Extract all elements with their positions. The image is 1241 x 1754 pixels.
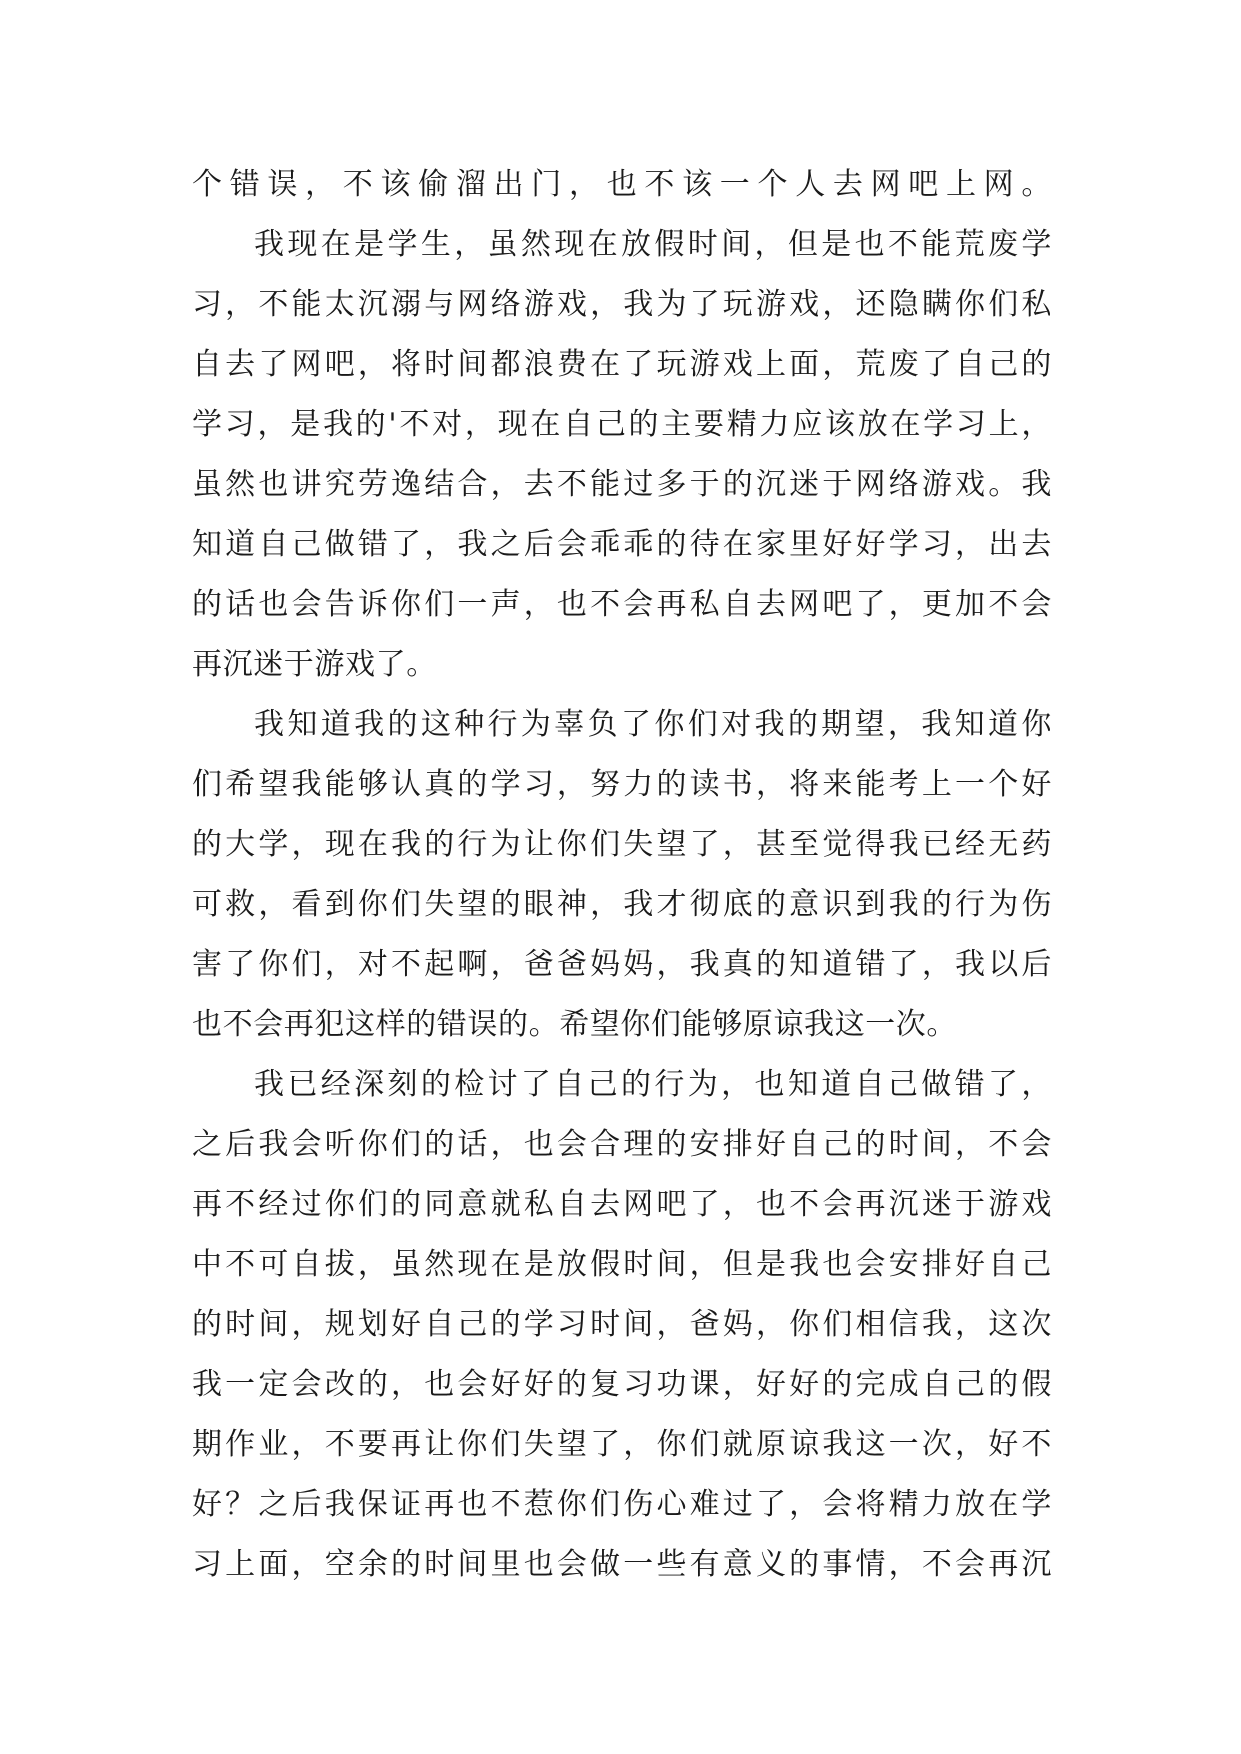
text-line: 们希望我能够认真的学习，努力的读书，将来能考上一个好 (192, 767, 1052, 802)
text-line: 我现在是学生，虽然现在放假时间，但是也不能荒废学 (254, 227, 1052, 262)
text-line: 也不会再犯这样的错误的。希望你们能够原谅我这一次。 (192, 1007, 957, 1042)
text-line: 好？之后我保证再也不惹你们伤心难过了，会将精力放在学 (192, 1487, 1052, 1522)
text-line: 我一定会改的，也会好好的复习功课，好好的完成自己的假 (192, 1367, 1052, 1402)
text-line: 害了你们，对不起啊，爸爸妈妈，我真的知道错了，我以后 (192, 947, 1052, 982)
text-line: 个错误，不该偷溜出门，也不该一个人去网吧上网。 (192, 167, 1052, 202)
text-line: 学习，是我的'不对，现在自己的主要精力应该放在学习上， (192, 407, 1052, 442)
text-line: 知道自己做错了，我之后会乖乖的待在家里好好学习，出去 (192, 527, 1052, 562)
text-line: 习上面，空余的时间里也会做一些有意义的事情，不会再沉 (192, 1547, 1052, 1582)
text-line: 中不可自拔，虽然现在是放假时间，但是我也会安排好自己 (192, 1247, 1052, 1282)
text-line: 习，不能太沉溺与网络游戏，我为了玩游戏，还隐瞒你们私 (192, 287, 1052, 322)
text-line: 自去了网吧，将时间都浪费在了玩游戏上面，荒废了自己的 (192, 347, 1052, 382)
text-line: 的时间，规划好自己的学习时间，爸妈，你们相信我，这次 (192, 1307, 1052, 1342)
document-page (192, 155, 1052, 1595)
paragraph-3 (192, 695, 1052, 1055)
text-line: 我已经深刻的检讨了自己的行为，也知道自己做错了， (254, 1067, 1052, 1102)
text-line: 虽然也讲究劳逸结合，去不能过多于的沉迷于网络游戏。我 (192, 467, 1052, 502)
text-line: 之后我会听你们的话，也会合理的安排好自己的时间，不会 (192, 1127, 1052, 1162)
paragraph-1 (192, 155, 1052, 215)
text-line: 再不经过你们的同意就私自去网吧了，也不会再沉迷于游戏 (192, 1187, 1052, 1222)
paragraph-2 (192, 215, 1052, 695)
text-line: 再沉迷于游戏了。 (192, 647, 437, 682)
text-line: 期作业，不要再让你们失望了，你们就原谅我这一次，好不 (192, 1427, 1052, 1462)
text-line: 的大学，现在我的行为让你们失望了，甚至觉得我已经无药 (192, 827, 1052, 862)
text-line: 我知道我的这种行为辜负了你们对我的期望，我知道你 (254, 707, 1052, 742)
text-line: 可救，看到你们失望的眼神，我才彻底的意识到我的行为伤 (192, 887, 1052, 922)
paragraph-4 (192, 1055, 1052, 1595)
text-line: 的话也会告诉你们一声，也不会再私自去网吧了，更加不会 (192, 587, 1052, 622)
